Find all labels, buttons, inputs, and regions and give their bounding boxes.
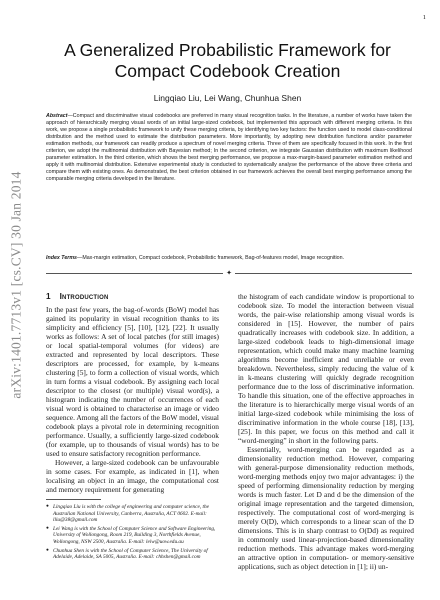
footnote-item xyxy=(46,548,219,561)
intro-paragraph-1: In the past few years, the bag-of-words (BoW) model has gained its popularity in visual recognition thanks to its simplicity and efficiency [5], [10], [12], [22]. It usually works as follows: A set of local patches (for still images) or local spatial-temporal volumes (for videos) are extracted and represented by local descriptors. These descriptors are processed, for example, by k-means clustering [5], to form a collection of visual words, which in turn forms a visual codebook. By assigning each local descriptor to the closest (or multiple) visual word(s), a histogram indicating the number of occurrences of each visual word is obtained to characterise an image or video sequence. Among all the factors of the BoW model, visual codebook plays a pivotal role in determining recognition performance. Usually, a sufficiently large-sized codebook (for example, up to thousands of visual words) has to be used to ensure satisfactory recognition performance. xyxy=(46,305,219,458)
abstract-label: Abstract xyxy=(46,113,68,119)
paper-title: A Generalized Probabilistic Framework for Compact Codebook Creation xyxy=(64,40,391,81)
bullet-icon: ● xyxy=(46,547,49,553)
separator-rule-right xyxy=(235,273,412,274)
separator-rule-left xyxy=(46,273,223,274)
footnote-item xyxy=(46,504,219,524)
footnote-text: Chunhua Shen is with the School of Computer Science, The University of Adelaide, Adelaide, SA 5005, Australia. E-mail: chhshen@gmail.com xyxy=(53,547,208,561)
separator-diamond-icon: ✦ xyxy=(226,269,232,277)
intro-paragraph-3: the histogram of each candidate window is proportional to codebook size. To model the interaction between visual words, the pair-wise relationship among visual words is considered in [15]. However, the number of pairs quadratically increases with codebook size. In addition, a large-sized codebook leads to high-dimensional image representation, which could make many machine learning algorithms become inefficient and unreliable or even breakdown. Nevertheless, simply reducing the value of k in k-means clustering will quickly degrade recognition performance due to the loss of discriminative information. To handle this situation, one of the effective approaches in the literature is to hierarchically merge visual words of an initial large-sized codebook while minimising the loss of discriminative information in the whole course [18], [13], [25]. In this paper, we focus on this method and call it “word-merging” in short in the following parts. xyxy=(238,292,414,445)
arxiv-identifier-text: arXiv:1401.7713v1 [cs.CV] 30 Jan 2014 xyxy=(9,171,24,399)
author-list: Lingqiao Liu, Lei Wang, Chunhua Shen xyxy=(153,93,302,103)
index-terms-text: —Max-margin estimation, Compact codebook, Probabilistic framework, Bag-of-features model, Image recognition. xyxy=(77,255,345,261)
author-footnotes xyxy=(46,504,219,561)
left-column xyxy=(46,292,219,563)
right-column xyxy=(238,292,414,592)
page-number: 1 xyxy=(422,14,426,21)
section-separator xyxy=(46,268,412,278)
section-heading xyxy=(46,292,219,301)
footnote-rule xyxy=(46,499,101,500)
footnote-text: Lei Wang is with the School of Computer Science and Software Engineering, University of Wollongong, Room 219, Building 3, Northfields Avenue, Wollongong, NSW 2500, Australia. E-mail: leiw@uow.edu.au xyxy=(53,525,216,545)
intro-paragraph-2: However, a large-sized codebook can be unfavourable in some cases. For example, as indicated in [1], when localising an object in an image, the computational cost and memory requirement for generating xyxy=(46,458,219,494)
index-terms xyxy=(46,255,412,262)
arxiv-identifier xyxy=(2,120,32,450)
footnote-item xyxy=(46,526,219,546)
section-number: 1 xyxy=(46,292,51,301)
intro-paragraph-4: Essentially, word-merging can be regarded as a dimensionality reduction method. However, comparing with general-purpose dimensionality reduction methods, word-merging methods enjoy two major advantages: i) the speed of performing dimensionality reduction by merging words is much faster. Let D and d be the dimension of the original image representation and the targeted dimension, respectively. The computational cost of word-merging is merely O(D), which corresponds to a linear scan of the D dimensions. This is in sharp contrast to O(Dd) as required in commonly used linear-projection-based dimensionality reduction methods. This advantage makes word-merging an attractive option in computation- or memory-sensitive applications, such as object detection in [1]; ii) un- xyxy=(238,445,414,571)
bullet-icon: ● xyxy=(46,525,49,531)
bullet-icon: ● xyxy=(46,504,49,509)
section-title: Introduction xyxy=(59,292,109,301)
abstract-text: —Compact and discriminative visual codebooks are preferred in many visual recognition tasks. In the literature, a number of works have taken the approach of hierarchically merging visual words of an initial large-sized codebook, but implemented this approach with different merging criteria. In this work, we propose a single probabilistic framework to unify these merging criteria, by identifying two key factors: the function used to model class-conditional distribution and the method used to estimate the distribution parameters. More importantly, by adopting new distribution functions and/or parameter estimation methods, our framework can readily produce a spectrum of novel merging criteria. Three of them are specifically focused in this work. In the first criterion, we adopt the multinomial distribution with Bayesian method; In the second criterion, we integrate Gaussian distribution with maximum likelihood parameter estimation. In the third criterion, which shows the best merging performance, we propose a max-margin-based parameter estimation method and apply it with multinomial distribution. Extensive experimental study is conducted to systematically analyse the performance of the above three criteria and compare them with existing ones. As demonstrated, the best criterion obtained in our framework achieves the overall best merging performance among the comparable merging criteria developed in the literature. xyxy=(46,113,412,182)
footnote-text: Lingqiao Liu is with the college of engineering and computer science, the Australian National University, Canberra, Australia, ACT 0602. E-mail: lliu@38@gmail.com xyxy=(53,504,209,524)
index-terms-label: Index Terms xyxy=(46,255,78,261)
abstract xyxy=(46,113,412,183)
